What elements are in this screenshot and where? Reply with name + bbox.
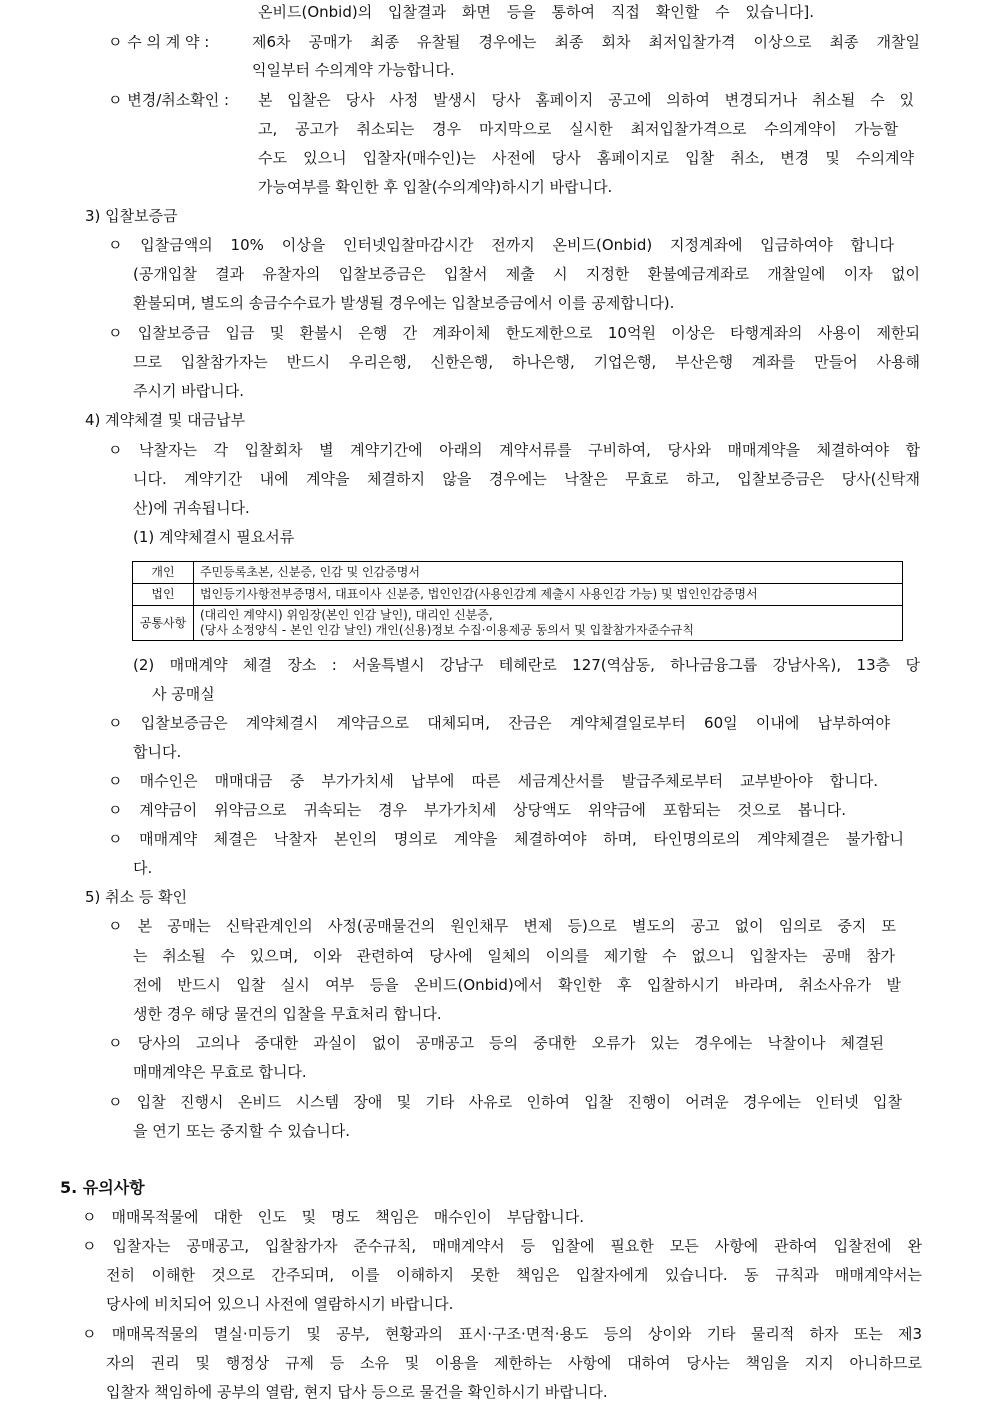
text-line: 주시기 바랍니다.	[133, 382, 244, 400]
table-row	[133, 606, 903, 641]
text-line: 고, 공고가 취소되는 경우 마지막으로 실시한 최저입찰가격으로 수의계약이 가능할	[258, 120, 898, 138]
text-line: 산)에 귀속됩니다.	[133, 499, 250, 517]
text-line: ㅇ 입찰자는 공매공고, 입찰참가자 준수규칙, 매매계약서 등 입찰에 필요한 모든 사항에 관하여 입찰전에 완	[82, 1237, 922, 1255]
table-row	[133, 584, 903, 606]
required-documents-table	[132, 561, 903, 641]
text-line: ㅇ 당사의 고의나 중대한 과실이 없이 공매공고 등의 중대한 오류가 있는 경우에는 낙찰이나 체결된	[108, 1034, 884, 1052]
table-cell-key: 공통사항	[133, 606, 194, 641]
table-cell-value: 법인등기사항전부증명서, 대표이사 신분증, 법인인감(사용인감계 제출시 사용인감 가능) 및 법인인감증명서	[194, 584, 903, 606]
text-line: ㅇ 매매목적물의 멸실·미등기 및 공부, 현황과의 표시·구조·면적·용도 등의 상이와 기타 물리적 하자 또는 제3	[82, 1325, 922, 1343]
text-line: ㅇ 낙찰자는 각 입찰회차 별 계약기간에 아래의 계약서류를 구비하여, 당사와 매매계약을 체결하여야 합	[108, 441, 920, 459]
text-line: (공개입찰 결과 유찰자의 입찰보증금은 입찰서 제출 시 지정한 환불예금계좌로 개찰일에 이자 없이	[133, 265, 920, 283]
text-line: 수도 있으니 입찰자(매수인)는 사전에 당사 홈페이지로 입찰 취소, 변경 및 수의계약	[258, 149, 914, 167]
text-line: ㅇ 매매계약 체결은 낙찰자 본인의 명의로 계약을 체결하여야 하며, 타인명의로의 계약체결은 불가합니	[108, 830, 904, 848]
text-line: ㅇ 본 공매는 신탁관계인의 사정(공매물건의 원인채무 변제 등)으로 별도의 공고 없이 임의로 중지 또	[108, 917, 896, 935]
text-line: 매매계약은 무효로 합니다.	[133, 1063, 307, 1081]
subheading-required-documents: (1) 계약체결시 필요서류	[133, 528, 295, 546]
text-line: 본 입찰은 당사 사정 발생시 당사 홈페이지 공고에 의하여 변경되거나 취소될 수 있	[258, 91, 914, 109]
table-cell-key: 개인	[133, 562, 194, 584]
text-line: 자의 권리 및 행정상 규제 등 소유 및 이용을 제한하는 사항에 대하여 당사는 책임을 지지 아니하므로	[106, 1354, 922, 1372]
text-line: (2) 매매계약 체결 장소 : 서울특별시 강남구 테헤란로 127(역삼동, 하나금융그룹 강남사옥), 13층 당	[133, 656, 920, 674]
text-line: 전히 이해한 것으로 간주되며, 이를 이해하지 못한 책임은 입찰자에게 있습니다. 동 규칙과 매매계약서는	[106, 1266, 922, 1284]
text-line: 전에 반드시 입찰 실시 여부 등을 온비드(Onbid)에서 확인한 후 입찰하시기 바라며, 취소사유가 발	[133, 976, 901, 994]
text-line: 제6차 공매가 최종 유찰될 경우에는 최종 회차 최저입찰가격 이상으로 최종 개찰일	[252, 33, 920, 51]
text-line: 을 연기 또는 중지할 수 있습니다.	[133, 1122, 350, 1140]
section-heading-precautions: 5. 유의사항	[60, 1178, 145, 1197]
section-heading-contract: 4) 계약체결 및 대금납부	[85, 411, 246, 429]
text-line: 당사에 비치되어 있으니 사전에 열람하시기 바랍니다.	[106, 1295, 454, 1313]
text-line: 다.	[133, 859, 153, 877]
text-line: ㅇ 계약금이 위약금으로 귀속되는 경우 부가가치세 상당액도 위약금에 포함되는 것으로 봅니다.	[108, 801, 847, 819]
item-label-change-cancel: ㅇ 변경/취소확인 :	[108, 91, 230, 109]
text-line: 온비드(Onbid)의 입찰결과 화면 등을 통하여 직접 확인할 수 있습니다].	[258, 3, 814, 21]
text-line: ㅇ 입찰보증금 입금 및 환불시 은행 간 계좌이체 한도제한으로 10억원 이상은 타행계좌의 사용이 제한되	[108, 324, 920, 342]
table-cell-value-line: (대리인 계약시) 위임장(본인 인감 날인), 대리인 신분증,	[200, 608, 493, 622]
item-label-private-contract: ㅇ 수 의 계 약 :	[108, 33, 210, 51]
text-line: ㅇ 매수인은 매매대금 중 부가가치세 납부에 따른 세금계산서를 발급주체로부터 교부받아야 합니다.	[108, 772, 878, 790]
text-line: 생한 경우 해당 물건의 입찰을 무효처리 합니다.	[133, 1005, 442, 1023]
section-heading-cancellation: 5) 취소 등 확인	[85, 888, 188, 906]
text-line: ㅇ 입찰보증금은 계약체결시 계약금으로 대체되며, 잔금은 계약체결일로부터 60일 이내에 납부하여야	[108, 714, 890, 732]
text-line: 입찰자 책임하에 공부의 열람, 현지 답사 등으로 물건을 확인하시기 바랍니다.	[106, 1383, 608, 1401]
table-cell-value-line: (당사 소정양식 - 본인 인감 날인) 개인(신용)정보 수집·이용제공 동의서 및 입찰참가자준수규칙	[200, 623, 694, 637]
text-line: 가능여부를 확인한 후 입찰(수의계약)하시기 바랍니다.	[258, 178, 613, 196]
section-heading-bid-deposit: 3) 입찰보증금	[85, 207, 178, 225]
text-line: 합니다.	[133, 743, 182, 761]
table-cell-value	[194, 606, 903, 641]
text-line: 므로 입찰참가자는 반드시 우리은행, 신한은행, 하나은행, 기업은행, 부산은행 계좌를 만들어 사용해	[133, 353, 920, 371]
text-line: ㅇ 매매목적물에 대한 인도 및 명도 책임은 매수인이 부담합니다.	[82, 1208, 584, 1226]
text-line: 는 취소될 수 있으며, 이와 관련하여 당사에 일체의 이의를 제기할 수 없으니 입찰자는 공매 참가	[133, 947, 895, 965]
text-line: 환불되며, 별도의 송금수수료가 발생될 경우에는 입찰보증금에서 이를 공제합니다).	[133, 294, 675, 312]
table-cell-key: 법인	[133, 584, 194, 606]
text-line: 익일부터 수의계약 가능합니다.	[252, 61, 455, 79]
text-line: ㅇ 입찰 진행시 온비드 시스템 장애 및 기타 사유로 인하여 입찰 진행이 어려운 경우에는 인터넷 입찰	[108, 1093, 902, 1111]
table-cell-value: 주민등록초본, 신분증, 인감 및 인감증명서	[194, 562, 903, 584]
table-row	[133, 562, 903, 584]
text-line: 니다. 계약기간 내에 계약을 체결하지 않을 경우에는 낙찰은 무효로 하고, 입찰보증금은 당사(신탁재	[133, 470, 920, 488]
text-line: 사 공매실	[152, 685, 215, 703]
text-line: ㅇ 입찰금액의 10% 이상을 인터넷입찰마감시간 전까지 온비드(Onbid) 지정계좌에 입금하여야 합니다	[108, 236, 894, 254]
